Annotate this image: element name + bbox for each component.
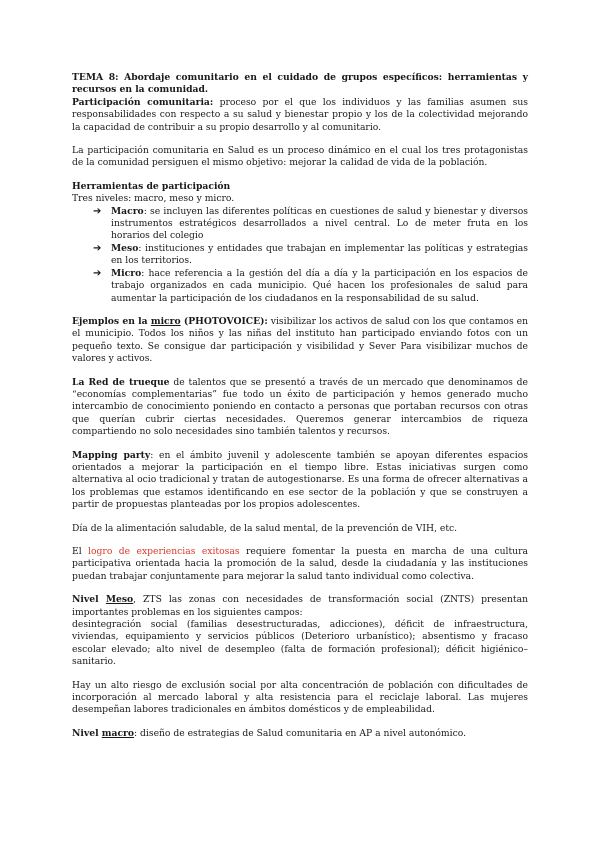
nivel-meso-problems: desintegración social (familias desestructuradas, adicciones), déficit de infraestructura, viviendas, equipamiento y servicios públicos (Deterioro urbanístico); absentismo y fracaso escolar elevado; alto nivel de desempleo (falta de formación profesional); déficit higiénico–sanitario. — [72, 619, 528, 668]
riesgo-paragraph: Hay un alto riesgo de exclusión social por alta concentración de población con dificultades de incorporación al mercado laboral y alta resistencia para el reciclaje laboral. Las mujeres desempeñan labores tradicionales en ámbitos domésticos y de empleabilidad. — [72, 679, 528, 716]
herramientas-heading: Herramientas de participación — [72, 180, 231, 192]
ejemplos-paragraph: Ejemplos en la micro (PHOTOVOICE): visibilizar los activos de salud con los que contamos en el municipio. Todos los niños y las niñas del instituto han participado enviando fotos con un pequeño texto. Se consigue dar participación y visibilidad y Sever Para visibilizar muchos de valores y activos. — [72, 315, 528, 365]
herramientas-intro: Tres niveles: macro, meso y micro. — [72, 193, 235, 205]
tema-title: TEMA 8: Abordaje comunitario en el cuidado de grupos específicos: herramientas y recursos en la comunidad. — [72, 72, 528, 96]
arrow-icon: ➔ — [93, 205, 102, 217]
mapping-party-paragraph: Mapping party: en el ámbito juvenil y adolescente también se apoyan diferentes espacios orientados a mejorar la participación en el tiempo libre. Estas iniciativas surgen como alternativa al ocio tradicional y tratan de autogestionarse. Es una forma de ofrecer alternativas a los problemas que estamos identificando en ese sector de la población y que se construyen a partir de propuestas planteadas por los propios adolescentes. — [72, 449, 528, 511]
list-item: ➔ Meso: instituciones y entidades que trabajan en implementar las políticas y estrategias en los territorios. — [93, 242, 528, 267]
participacion-paragraph: La participación comunitaria en Salud es un proceso dinámico en el cual los tres protagonistas de la comunidad persiguen el mismo objetivo: mejorar la calidad de vida de la población. — [72, 145, 528, 169]
red-trueque-paragraph: La Red de trueque de talentos que se presentó a través de un mercado que denominamos de “economías complementarias” fue todo un éxito de participación y hemos generado mucho intercambio de conocimiento poniendo en contacto a personas que portaban recursos con otras que querían cubrir ciertas necesidades. Queremos generar intercambios de riqueza compartiendo no solo necesidades sino también talentos y recursos. — [72, 376, 528, 438]
dias-paragraph: Día de la alimentación saludable, de la salud mental, de la prevención de VIH, etc. — [72, 522, 458, 534]
logro-paragraph: El logro de experiencias exitosas requiere fomentar la puesta en marcha de una cultura participativa orientada hacia la promoción de la salud, desde la ciudadanía y las instituciones puedan trabajar conjuntamente para mejorar la salud tanto individual como colectiva. — [72, 546, 528, 582]
participacion-definition: Participación comunitaria: proceso por el que los individuos y las familias asumen sus responsabilidades con respecto a su salud y bienestar propio y los de la colectividad mejorando la capacidad de contribuir a su propio desarrollo y al comunitario. — [72, 96, 528, 133]
arrow-icon: ➔ — [93, 242, 102, 254]
niveles-list — [72, 206, 528, 305]
list-item: ➔ Macro: se incluyen las diferentes políticas en cuestiones de salud y bienestar y diversos instrumentos estratégicos desarrollados a nivel central. Lo de meter fruta en los horarios del colegio — [93, 205, 528, 242]
arrow-icon: ➔ — [93, 267, 102, 279]
list-item: ➔ Micro: hace referencia a la gestión del día a día y la participación en los espacios de trabajo organizados en cada municipio. Qué hacen los profesionales de salud para aumentar la participación de los ciudadanos en la responsabilidad de su salud. — [93, 267, 528, 304]
nivel-macro-paragraph: Nivel macro: diseño de estrategias de Salud comunitaria en AP a nivel autonómico. — [72, 727, 467, 739]
nivel-meso-paragraph: Nivel Meso, ZTS las zonas con necesidades de transformación social (ZNTS) presentan importantes problemas en los siguientes campos: — [72, 594, 528, 618]
highlight-text: logro de experiencias exitosas — [88, 546, 240, 557]
